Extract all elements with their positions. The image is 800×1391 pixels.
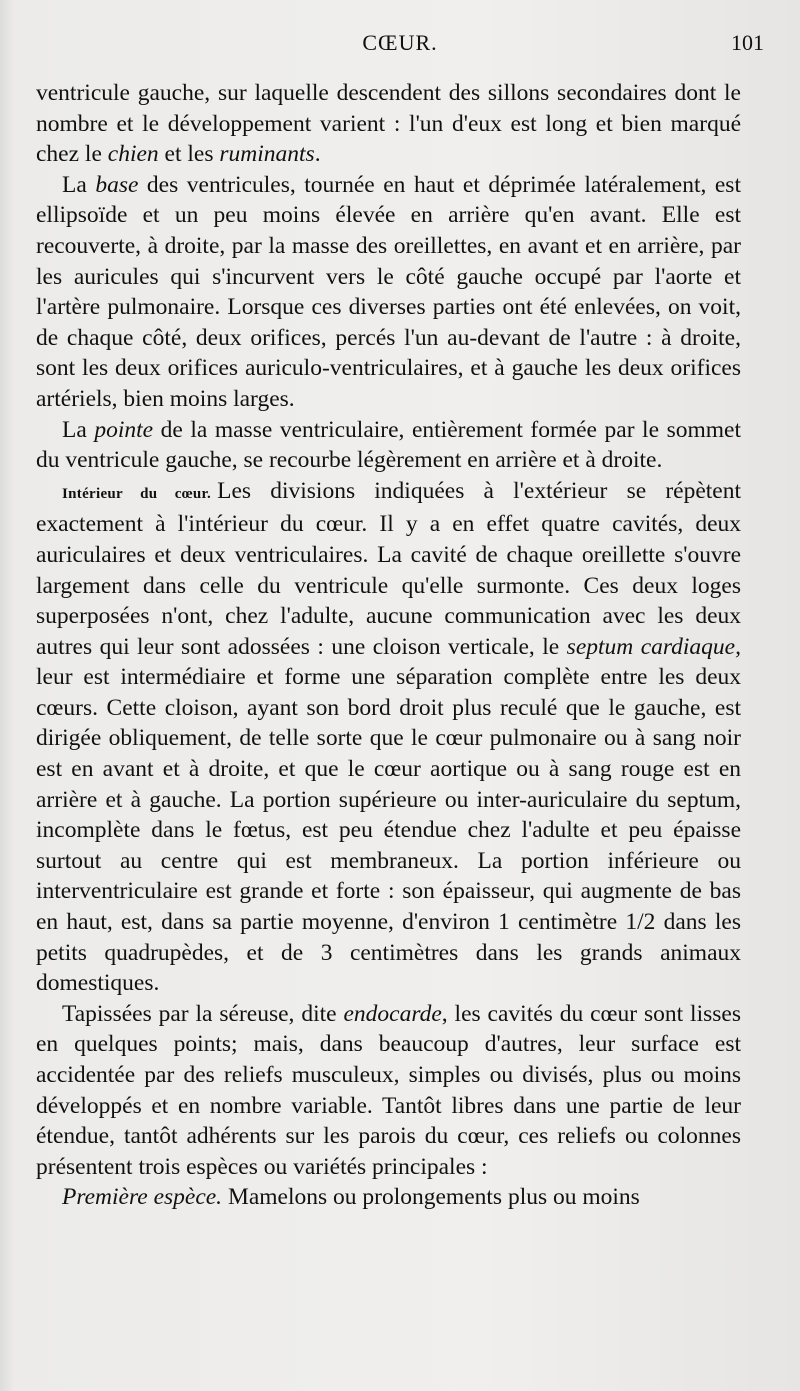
paragraph [36, 476, 741, 999]
side-heading: Intérieur du cœur. [62, 485, 212, 502]
paragraph [36, 170, 741, 415]
text-run: ventricule gauche, sur laquelle descendent des sillons secondaires dont le nombre et le développement varient : l'un d'eux est long et bien marqué chez le [36, 80, 741, 168]
italic-text: septum cardiaque, [566, 633, 741, 660]
body-text [36, 78, 741, 1213]
paragraph [36, 415, 741, 476]
italic-text: pointe [94, 416, 154, 443]
text-run: , les cavités du cœur sont lisses en quelques points; mais, dans beaucoup d'autres, leur surface est accidentée par des reliefs musculeux, simples ou divisés, plus ou moins développés et en nombre variable. Tantôt libres dans une partie de leur étendue, tantôt adhérents sur les parois du cœur, ces reliefs ou colonnes présentent trois espèces ou variétés principales : [36, 1000, 741, 1180]
paragraph [36, 78, 741, 170]
italic-text: chien [107, 141, 159, 168]
paragraph [36, 1182, 741, 1213]
text-run: Mamelons ou prolongements plus ou moins [222, 1184, 640, 1211]
italic-text: ruminants [219, 141, 315, 168]
running-title: CŒUR. [362, 30, 438, 55]
text-run: et les [158, 141, 220, 168]
text-run: Tapissées par la séreuse, dite [62, 1000, 344, 1027]
text-run: de la masse ventriculaire, entièrement formée par le sommet du ventricule gauche, se recourbe légèrement en arrière et à droite. [36, 416, 741, 474]
italic-text: endocarde [343, 1000, 442, 1027]
text-run: La [62, 171, 96, 198]
italic-text: base [95, 171, 139, 198]
text-run: leur est intermédiaire et forme une séparation complète entre les deux cœurs. Cette cloison, ayant son bord droit plus reculé que le gauche, est dirigée obliquement, de telle sorte que le cœur pulmonaire ou à sang noir est en avant et à droite, et que le cœur aortique ou à sang rouge est en arrière et à gauche. La portion supérieure ou inter-auriculaire du septum, incomplète dans le fœtus, est peu étendue chez l'adulte et peu épaisse surtout au centre qui est membraneux. La portion inférieure ou interventriculaire est grande et forte : son épaisseur, qui augmente de bas en haut, est, dans sa partie moyenne, d'environ 1 centimètre 1/2 dans les petits quadrupèdes, et de 3 centimètres dans les grands animaux domestiques. [36, 664, 741, 997]
text-run: Les divisions indiquées à l'extérieur se répètent exactement à l'intérieur du cœur. Il y a en effet quatre cavités, deux auriculaires et deux ventriculaires. La cavité de chaque oreillette s'ouvre largement dans celle du ventricule qu'elle surmonte. Ces deux loges superposées n'ont, chez l'adulte, aucune communication avec les deux autres qui leur sont adossées : une cloison verticale, le [36, 477, 741, 660]
text-run: des ventricules, tournée en haut et déprimée latéralement, est ellipsoïde et un peu moins élevée en arrière qu'en avant. Elle est recouverte, à droite, par la masse des oreillettes, en avant et en arrière, par les auricules qui s'incurvent vers le côté gauche occupé par l'aorte et l'artère pulmonaire. Lorsque ces diverses parties ont été enlevées, on voit, de chaque côté, deux orifices, percés l'un au-devant de l'autre : à droite, sont les deux orifices auriculo-ventriculaires, et à gauche les deux orifices artériels, bien moins larges. [36, 171, 741, 412]
page-header [36, 30, 764, 64]
text-run: La [62, 416, 95, 443]
paragraph [36, 999, 741, 1183]
text-run: . [314, 141, 321, 168]
italic-text: Première espèce. [62, 1184, 223, 1211]
page-number: 101 [731, 30, 764, 55]
